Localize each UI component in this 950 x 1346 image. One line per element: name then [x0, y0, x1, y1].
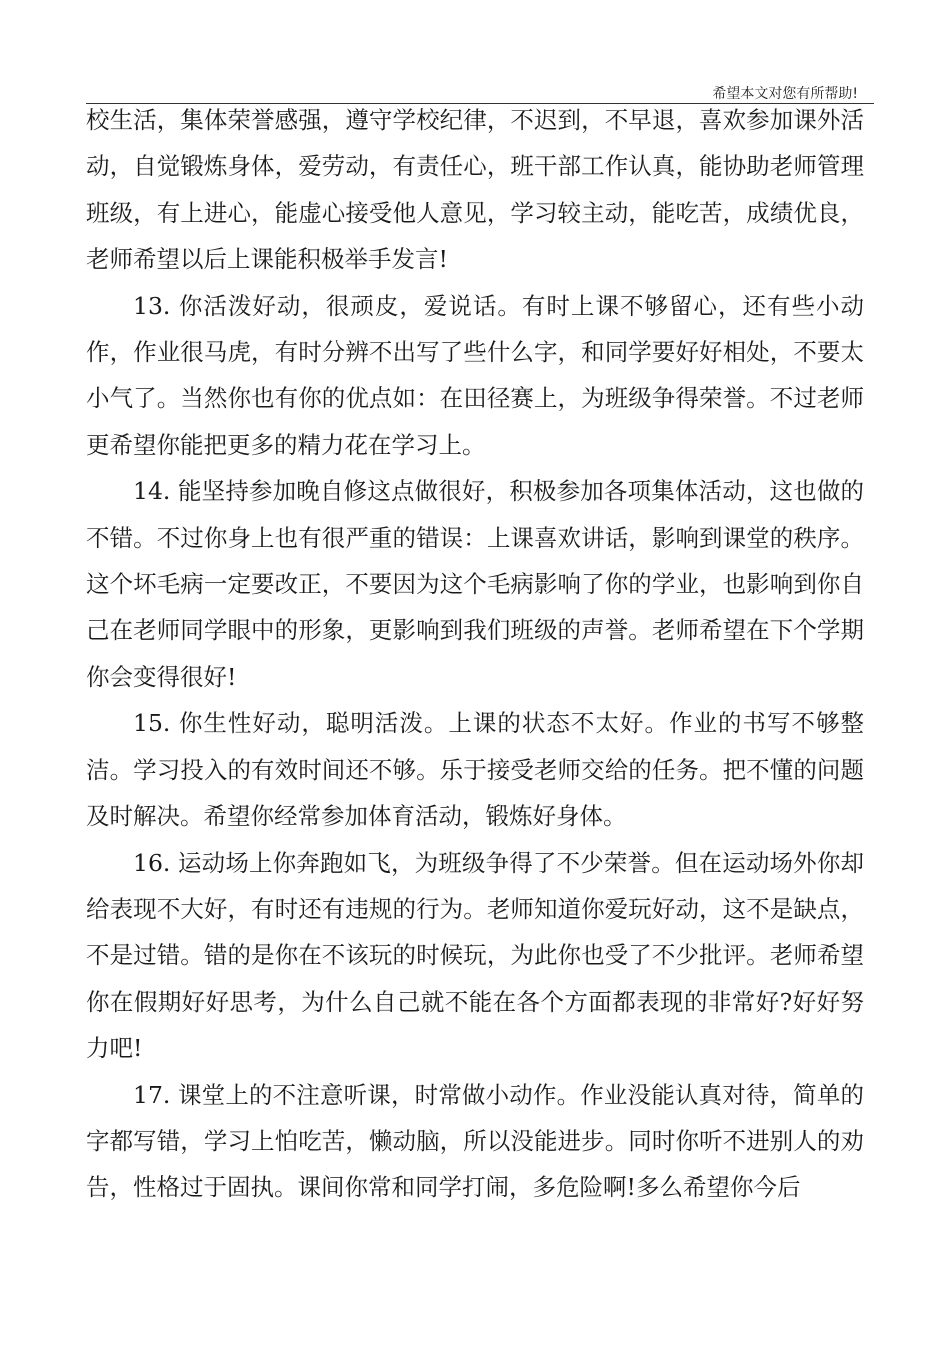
paragraph-comment-16: 16. 运动场上你奔跑如飞，为班级争得了不少荣誉。但在运动场外你却给表现不大好，有时还有违规的行为。老师知道你爱玩好动，这不是缺点，不是过错。错的是你在不该玩的时候玩，为此你也受了不少批评。老师希望你在假期好好思考，为什么自己就不能在各个方面都表现的非常好?好好努力吧!: [86, 848, 864, 1063]
paragraph-comment-17: 17. 课堂上的不注意听课，时常做小动作。作业没能认真对待，简单的字都写错，学习上怕吃苦，懒动脑，所以没能进步。同时你听不进别人的劝告，性格过于固执。课间你常和同学打闹，多危险啊!多么希望你今后: [86, 1080, 864, 1202]
document-body: [86, 97, 864, 1211]
paragraph-comment-13: 13. 你活泼好动，很顽皮，爱说话。有时上课不够留心，还有些小动作，作业很马虎，有时分辨不出写了些什么字，和同学要好好相处，不要太小气了。当然你也有你的优点如：在田径赛上，为班级争得荣誉。不过老师更希望你能把更多的精力花在学习上。: [86, 291, 864, 459]
paragraph-continued: 校生活，集体荣誉感强，遵守学校纪律，不迟到，不早退，喜欢参加课外活动，自觉锻炼身体，爱劳动，有责任心，班干部工作认真，能协助老师管理班级，有上进心，能虚心接受他人意见，学习较主动，能吃苦，成绩优良，老师希望以后上课能积极举手发言!: [86, 106, 864, 274]
paragraph-comment-15: 15. 你生性好动，聪明活泼。上课的状态不太好。作业的书写不够整洁。学习投入的有效时间还不够。乐于接受老师交给的任务。把不懂的问题及时解决。希望你经常参加体育活动，锻炼好身体。: [86, 709, 864, 831]
paragraph-comment-14: 14. 能坚持参加晚自修这点做很好，积极参加各项集体活动，这也做的不错。不过你身上也有很严重的错误：上课喜欢讲话，影响到课堂的秩序。这个坏毛病一定要改正，不要因为这个毛病影响了你的学业，也影响到你自己在老师同学眼中的形象，更影响到我们班级的声誉。老师希望在下个学期你会变得很好!: [86, 477, 864, 691]
header-note: 希望本文对您有所帮助!: [712, 86, 858, 102]
